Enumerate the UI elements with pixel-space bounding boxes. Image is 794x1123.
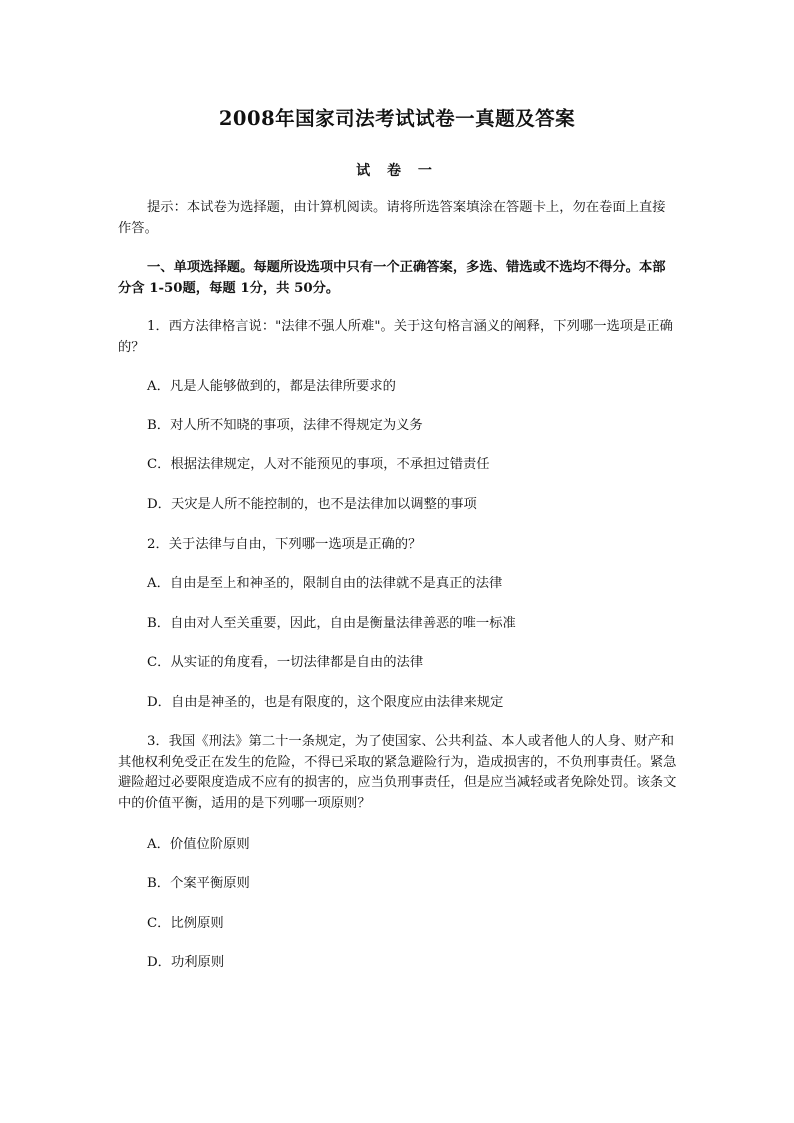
- document-subtitle: 试 卷 一: [356, 163, 438, 179]
- document-title: 2008年国家司法考试试卷一真题及答案: [218, 107, 576, 130]
- question-2-option-c: C．从实证的角度看，一切法律都是自由的法律: [147, 655, 424, 670]
- question-3-option-a: A．价值位阶原则: [147, 837, 250, 852]
- exam-notice: 提示：本试卷为选择题，由计算机阅读。请将所选答案填涂在答题卡上，勿在卷面上直接作答。: [118, 200, 666, 236]
- question-1-option-b: B．对人所不知晓的事项，法律不得规定为义务: [147, 418, 423, 433]
- question-1-option-c: C．根据法律规定，人对不能预见的事项，不承担过错责任: [147, 457, 490, 472]
- section-heading: 一、单项选择题。每题所设选项中只有一个正确答案，多选、错选或不选均不得分。本部分含 1-50题，每题 1分，共 50分。: [118, 260, 666, 296]
- question-3-stem: 3．我国《刑法》第二十一条规定，为了使国家、公共利益、本人或者他人的人身、财产和其他权利免受正在发生的危险，不得已采取的紧急避险行为，造成损害的，不负刑事责任。紧急避险超过必要限度造成不应有的损害的，应当负刑事责任，但是应当减轻或者免除处罚。该条文中的价值平衡，适用的是下列哪一项原则？: [118, 734, 677, 811]
- question-3-option-c: C．比例原则: [147, 916, 224, 931]
- question-2-option-d: D．自由是神圣的，也是有限度的，这个限度应由法律来规定: [147, 695, 504, 710]
- question-2-option-a: A．自由是至上和神圣的，限制自由的法律就不是真正的法律: [147, 576, 503, 591]
- question-2-stem: 2．关于法律与自由，下列哪一选项是正确的？: [147, 537, 422, 552]
- question-3-option-d: D．功利原则: [147, 955, 225, 970]
- question-1-option-a: A．凡是人能够做到的，都是法律所要求的: [147, 379, 396, 394]
- question-1-stem: 1．西方法律格言说："法律不强人所难"。关于这句格言涵义的阐释，下列哪一选项是正确的？: [118, 319, 673, 355]
- question-1-option-d: D．天灾是人所不能控制的，也不是法律加以调整的事项: [147, 497, 477, 512]
- question-3-option-b: B．个案平衡原则: [147, 876, 250, 891]
- question-2-option-b: B．自由对人至关重要，因此，自由是衡量法律善恶的唯一标准: [147, 616, 516, 631]
